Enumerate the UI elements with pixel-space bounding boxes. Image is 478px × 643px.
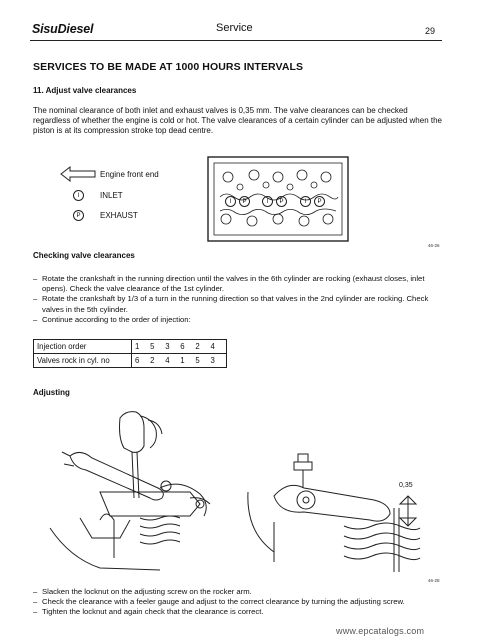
list-item: – Rotate the crankshaft by 1/3 of a turn in the running direction so that valves in the 2nd cylinder are rocking. Check valves in the 5th cylinder.: [33, 294, 429, 314]
legend-inlet-label: INLET: [100, 191, 123, 200]
checking-heading: Checking valve clearances: [33, 251, 135, 260]
adjusting-steps: [33, 587, 445, 618]
header-divider: [30, 40, 442, 41]
adjusting-heading: Adjusting: [33, 388, 70, 397]
figure-code-bottom: 46-28: [428, 578, 440, 583]
list-item: – Slacken the locknut on the adjusting screw on the rocker arm.: [33, 587, 252, 596]
valve-exhaust-3-icon: P: [314, 196, 325, 207]
watermark-text: www.epcatalogs.com: [336, 626, 425, 636]
legend-front-label: Engine front end: [100, 170, 159, 179]
exhaust-symbol-icon: P: [73, 210, 84, 221]
header-title: Service: [216, 22, 253, 34]
rocker-clearance-diagram: [244, 452, 434, 578]
table-cell-sequence: 6 2 4 1 5 3: [132, 354, 227, 368]
front-arrow-icon: [60, 166, 96, 182]
sisudiesel-logo: SisuDiesel: [32, 22, 94, 36]
list-item: – Rotate the crankshaft in the running direction until the valves in the 6th cylinder are rocking (exhaust closes, inlet opens). Check the valve clearance of the 1st cylinder.: [33, 274, 425, 294]
table-cell-sequence: 1 5 3 6 2 4: [132, 340, 227, 354]
valve-inlet-1-icon: I: [225, 196, 236, 207]
valve-exhaust-1-icon: P: [239, 196, 250, 207]
inlet-symbol-icon: I: [73, 190, 84, 201]
list-item: – Continue according to the order of injection:: [33, 314, 191, 324]
table-row: [34, 354, 227, 368]
section-heading: 11. Adjust valve clearances: [33, 86, 137, 95]
clearance-value-label: 0,35: [399, 482, 413, 489]
list-item: – Tighten the locknut and again check that the clearance is correct.: [33, 607, 264, 617]
page-number: 29: [425, 26, 436, 36]
table-row: [34, 340, 227, 354]
table-cell-label: Injection order: [34, 340, 132, 354]
valve-exhaust-2-icon: P: [276, 196, 287, 207]
legend-exhaust-label: EXHAUST: [100, 211, 138, 220]
intro-paragraph: The nominal clearance of both inlet and exhaust valves is 0,35 mm. The valve clearances can be checked regardless of whether the engine is cold or hot. The valve clearances of a certain cylinder can be adjusted when the piston is at its compression stroke top dead centre.: [33, 106, 442, 136]
valve-inlet-2-icon: I: [262, 196, 273, 207]
valve-inlet-3-icon: I: [300, 196, 311, 207]
table-cell-label: Valves rock in cyl. no: [34, 354, 132, 368]
list-item: – Check the clearance with a feeler gauge and adjust to the correct clearance by turning the adjusting screw.: [33, 597, 405, 607]
main-heading: SERVICES TO BE MADE AT 1000 HOURS INTERVALS: [33, 61, 304, 73]
checking-steps: [33, 274, 445, 325]
figure-code-top: 46-26: [428, 243, 440, 248]
wrench-adjusting-illustration: [40, 408, 240, 578]
injection-order-table: [33, 339, 227, 368]
